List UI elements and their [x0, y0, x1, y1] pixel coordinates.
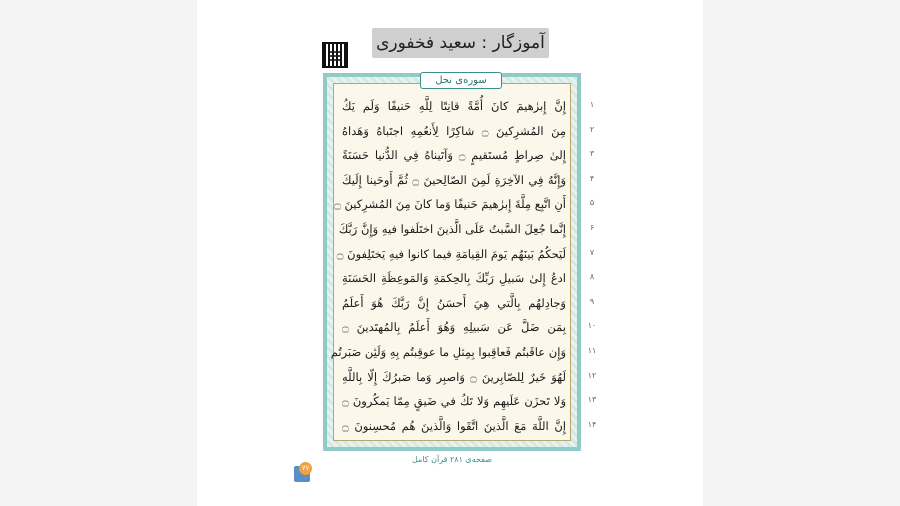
verse-line: لَيَحكُمُ بَينَهُم يَومَ القِيامَةِ فيما كانوا فيهِ يَختَلِفونَ ۝ — [336, 246, 566, 261]
quran-page-frame — [323, 73, 581, 451]
verse-line: إِنَّ إِبرٰهيمَ كانَ أُمَّةً قانِتًا لِلَّهِ حَنيفًا وَلَم يَكُ — [342, 99, 566, 113]
verse-line: ادعُ إِلىٰ سَبيلِ رَبِّكَ بِالحِكمَةِ وَالمَوعِظَةِ الحَسَنَةِ — [342, 271, 566, 286]
verse-line: مِنَ المُشرِكينَ ۝ شاكِرًا لِأَنعُمِهِ اجتَباهُ وَهَداهُ — [342, 123, 566, 138]
verse-line: إِنَّ اللَّهَ مَعَ الَّذينَ اتَّقَوا وَالَّذينَ هُم مُحسِنونَ ۝ — [342, 418, 566, 433]
verse-line: وَجادِلهُم بِالَّتي هِيَ أَحسَنُ إِنَّ رَبَّكَ هُوَ أَعلَمُ — [342, 295, 566, 310]
line-number: ۱۳ — [587, 395, 597, 405]
verse-text-area — [330, 75, 571, 441]
qr-code-icon — [322, 42, 348, 68]
line-number: ۱۲ — [587, 370, 597, 380]
verse-line: وَإِن عاقَبتُم فَعاقِبوا بِمِثلِ ما عوقِبتُم بِهِ وَلَئِن صَبَرتُم — [330, 345, 566, 359]
line-number: ۷ — [589, 247, 595, 257]
verse-line: إِلىٰ صِراطٍ مُستَقيمٍ ۝ وَآتَيناهُ فِي الدُّنيا حَسَنَةً — [342, 148, 566, 163]
verse-line: إِنَّما جُعِلَ السَّبتُ عَلَى الَّذينَ اختَلَفوا فيهِ وَإِنَّ رَبَّكَ — [338, 222, 566, 236]
line-number: ۹ — [589, 296, 595, 306]
line-number: ۱۱ — [587, 346, 597, 355]
right-letterbox — [703, 0, 900, 506]
left-letterbox — [0, 0, 197, 506]
line-number: ۵ — [589, 198, 595, 208]
page-number-badge: ۷۷ — [299, 462, 312, 475]
line-number: ۱ — [589, 100, 595, 109]
verse-line: بِمَن ضَلَّ عَن سَبيلِهِ وَهُوَ أَعلَمُ بِالمُهتَدينَ ۝ — [342, 320, 566, 335]
verse-line: لَهُوَ خَيرٌ لِلصّابِرينَ ۝ وَاصبِر وَما صَبرُكَ إِلّا بِاللَّهِ — [342, 369, 566, 384]
line-number: ۲ — [589, 124, 595, 134]
verse-line: وَإِنَّهُ فِي الآخِرَةِ لَمِنَ الصّالِحينَ ۝ ثُمَّ أَوحَينا إِلَيكَ — [342, 172, 566, 187]
surah-title: سوره‌ی نحل — [420, 72, 502, 89]
line-number: ۶ — [589, 223, 595, 232]
line-number: ۴ — [589, 173, 595, 183]
page-badge — [294, 462, 312, 482]
page-caption: صفحه‌ی ۲۸۱ قرآن کامل — [411, 455, 492, 464]
line-number: ۱۰ — [587, 321, 597, 331]
worksheet-stage — [197, 0, 703, 506]
line-number: ۱۴ — [587, 419, 597, 429]
verse-line: وَلا تَحزَن عَلَيهِم وَلا تَكُ في ضَيقٍ مِمّا يَمكُرونَ ۝ — [342, 394, 566, 409]
line-number: ۳ — [589, 149, 595, 159]
teacher-label: آموزگار : سعید فخفوری — [372, 28, 549, 58]
line-number: ۸ — [589, 272, 595, 282]
page-border-ornament — [327, 77, 577, 447]
verse-line: أَنِ اتَّبِع مِلَّةَ إِبرٰهيمَ حَنيفًا وَما كانَ مِنَ المُشرِكينَ ۝ — [334, 197, 566, 212]
